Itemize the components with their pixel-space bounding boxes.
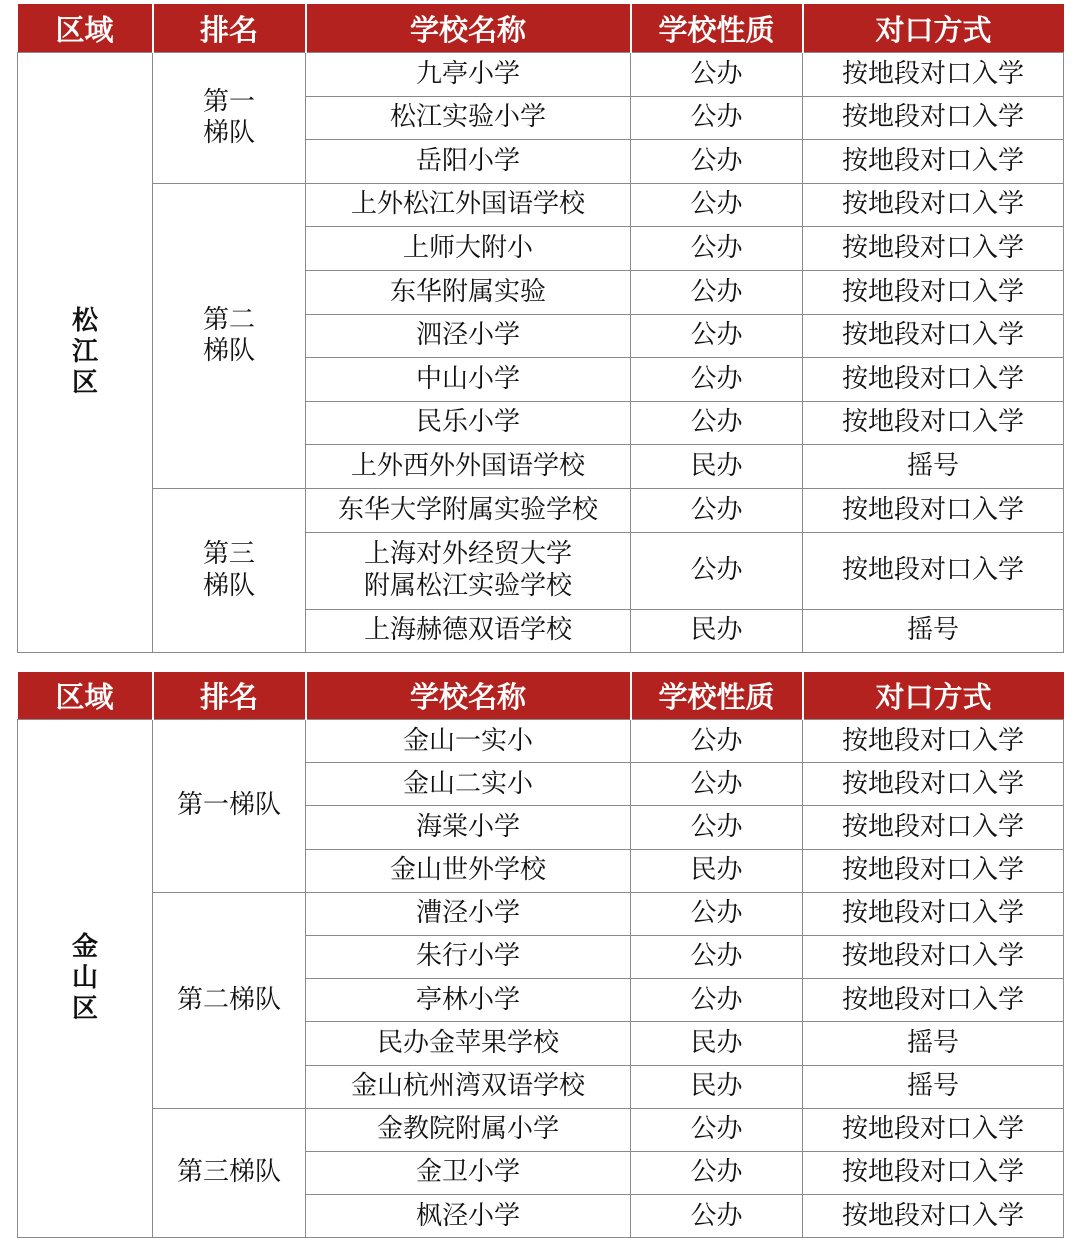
table-row xyxy=(18,183,1064,227)
admission-cell: 按地段对口入学 xyxy=(803,358,1064,402)
admission-cell: 按地段对口入学 xyxy=(803,935,1064,978)
admission-cell: 按地段对口入学 xyxy=(803,488,1064,532)
school-name-cell: 上外西外外国语学校 xyxy=(306,445,631,489)
header-rank: 排名 xyxy=(153,672,306,720)
header-school-type: 学校性质 xyxy=(631,4,803,53)
table-row xyxy=(18,892,1064,935)
school-type-cell: 民办 xyxy=(631,609,803,653)
tier-cell: 第二梯队 xyxy=(153,892,306,1108)
school-type-cell: 公办 xyxy=(631,720,803,763)
admission-cell: 按地段对口入学 xyxy=(803,401,1064,445)
songjiang-table xyxy=(17,4,1064,653)
admission-cell: 按地段对口入学 xyxy=(803,720,1064,763)
school-type-cell: 公办 xyxy=(631,183,803,227)
school-name-cell: 民办金苹果学校 xyxy=(306,1022,631,1065)
admission-cell: 按地段对口入学 xyxy=(803,140,1064,184)
header-school-type: 学校性质 xyxy=(631,672,803,720)
school-type-cell: 公办 xyxy=(631,1151,803,1194)
region-cell: 金 山 区 xyxy=(18,720,153,1238)
table-row xyxy=(18,53,1064,97)
school-type-cell: 公办 xyxy=(631,935,803,978)
admission-cell: 按地段对口入学 xyxy=(803,849,1064,892)
admission-cell: 按地段对口入学 xyxy=(803,763,1064,806)
school-type-cell: 公办 xyxy=(631,1108,803,1151)
region-cell: 松 江 区 xyxy=(18,53,153,653)
tier-cell: 第一梯队 xyxy=(153,720,306,893)
admission-cell: 按地段对口入学 xyxy=(803,1195,1064,1238)
school-name-cell: 金山杭州湾双语学校 xyxy=(306,1065,631,1108)
school-name-cell: 朱行小学 xyxy=(306,935,631,978)
table-header-row xyxy=(18,4,1064,53)
school-name-cell: 泗泾小学 xyxy=(306,314,631,358)
school-name-cell: 岳阳小学 xyxy=(306,140,631,184)
header-rank: 排名 xyxy=(153,4,306,53)
school-type-cell: 民办 xyxy=(631,445,803,489)
admission-cell: 按地段对口入学 xyxy=(803,892,1064,935)
admission-cell: 按地段对口入学 xyxy=(803,53,1064,97)
school-type-cell: 公办 xyxy=(631,979,803,1022)
school-type-cell: 公办 xyxy=(631,806,803,849)
school-name-cell: 金山二实小 xyxy=(306,763,631,806)
tier-cell: 第一 梯队 xyxy=(153,53,306,184)
admission-cell: 按地段对口入学 xyxy=(803,96,1064,140)
school-type-cell: 公办 xyxy=(631,227,803,271)
school-name-cell: 金教院附属小学 xyxy=(306,1108,631,1151)
school-type-cell: 公办 xyxy=(631,314,803,358)
school-type-cell: 公办 xyxy=(631,763,803,806)
admission-cell: 摇号 xyxy=(803,609,1064,653)
school-type-cell: 民办 xyxy=(631,1065,803,1108)
header-admission: 对口方式 xyxy=(803,672,1064,720)
header-school-name: 学校名称 xyxy=(306,672,631,720)
school-type-cell: 民办 xyxy=(631,1022,803,1065)
school-type-cell: 公办 xyxy=(631,892,803,935)
admission-cell: 摇号 xyxy=(803,1022,1064,1065)
school-type-cell: 公办 xyxy=(631,1195,803,1238)
admission-cell: 按地段对口入学 xyxy=(803,227,1064,271)
school-name-cell: 金山世外学校 xyxy=(306,849,631,892)
school-type-cell: 公办 xyxy=(631,53,803,97)
school-name-cell: 松江实验小学 xyxy=(306,96,631,140)
table-header-row xyxy=(18,672,1064,720)
jinshan-table xyxy=(17,672,1064,1238)
header-region: 区域 xyxy=(18,672,153,720)
school-type-cell: 公办 xyxy=(631,358,803,402)
school-name-cell: 亭林小学 xyxy=(306,979,631,1022)
school-name-cell: 枫泾小学 xyxy=(306,1195,631,1238)
table-row xyxy=(18,1108,1064,1151)
school-type-cell: 公办 xyxy=(631,270,803,314)
school-name-cell: 民乐小学 xyxy=(306,401,631,445)
admission-cell: 按地段对口入学 xyxy=(803,806,1064,849)
school-name-cell: 中山小学 xyxy=(306,358,631,402)
school-type-cell: 公办 xyxy=(631,488,803,532)
school-name-cell: 东华大学附属实验学校 xyxy=(306,488,631,532)
school-name-cell: 漕泾小学 xyxy=(306,892,631,935)
school-name-cell: 上师大附小 xyxy=(306,227,631,271)
school-type-cell: 公办 xyxy=(631,140,803,184)
tier-cell: 第三 梯队 xyxy=(153,488,306,652)
school-type-cell: 公办 xyxy=(631,532,803,609)
admission-cell: 按地段对口入学 xyxy=(803,183,1064,227)
school-name-cell: 九亭小学 xyxy=(306,53,631,97)
admission-cell: 摇号 xyxy=(803,445,1064,489)
school-name-cell: 金山一实小 xyxy=(306,720,631,763)
school-name-cell: 海棠小学 xyxy=(306,806,631,849)
admission-cell: 按地段对口入学 xyxy=(803,1151,1064,1194)
tier-cell: 第二 梯队 xyxy=(153,183,306,488)
school-name-cell: 上海赫德双语学校 xyxy=(306,609,631,653)
school-type-cell: 公办 xyxy=(631,96,803,140)
header-region: 区域 xyxy=(18,4,153,53)
admission-cell: 按地段对口入学 xyxy=(803,1108,1064,1151)
school-name-cell: 上海对外经贸大学 附属松江实验学校 xyxy=(306,532,631,609)
admission-cell: 按地段对口入学 xyxy=(803,314,1064,358)
school-type-cell: 公办 xyxy=(631,401,803,445)
school-name-cell: 东华附属实验 xyxy=(306,270,631,314)
admission-cell: 按地段对口入学 xyxy=(803,270,1064,314)
school-type-cell: 民办 xyxy=(631,849,803,892)
school-name-cell: 金卫小学 xyxy=(306,1151,631,1194)
admission-cell: 摇号 xyxy=(803,1065,1064,1108)
header-admission: 对口方式 xyxy=(803,4,1064,53)
table-row xyxy=(18,488,1064,532)
admission-cell: 按地段对口入学 xyxy=(803,979,1064,1022)
table-row xyxy=(18,720,1064,763)
school-name-cell: 上外松江外国语学校 xyxy=(306,183,631,227)
tier-cell: 第三梯队 xyxy=(153,1108,306,1238)
admission-cell: 按地段对口入学 xyxy=(803,532,1064,609)
header-school-name: 学校名称 xyxy=(306,4,631,53)
